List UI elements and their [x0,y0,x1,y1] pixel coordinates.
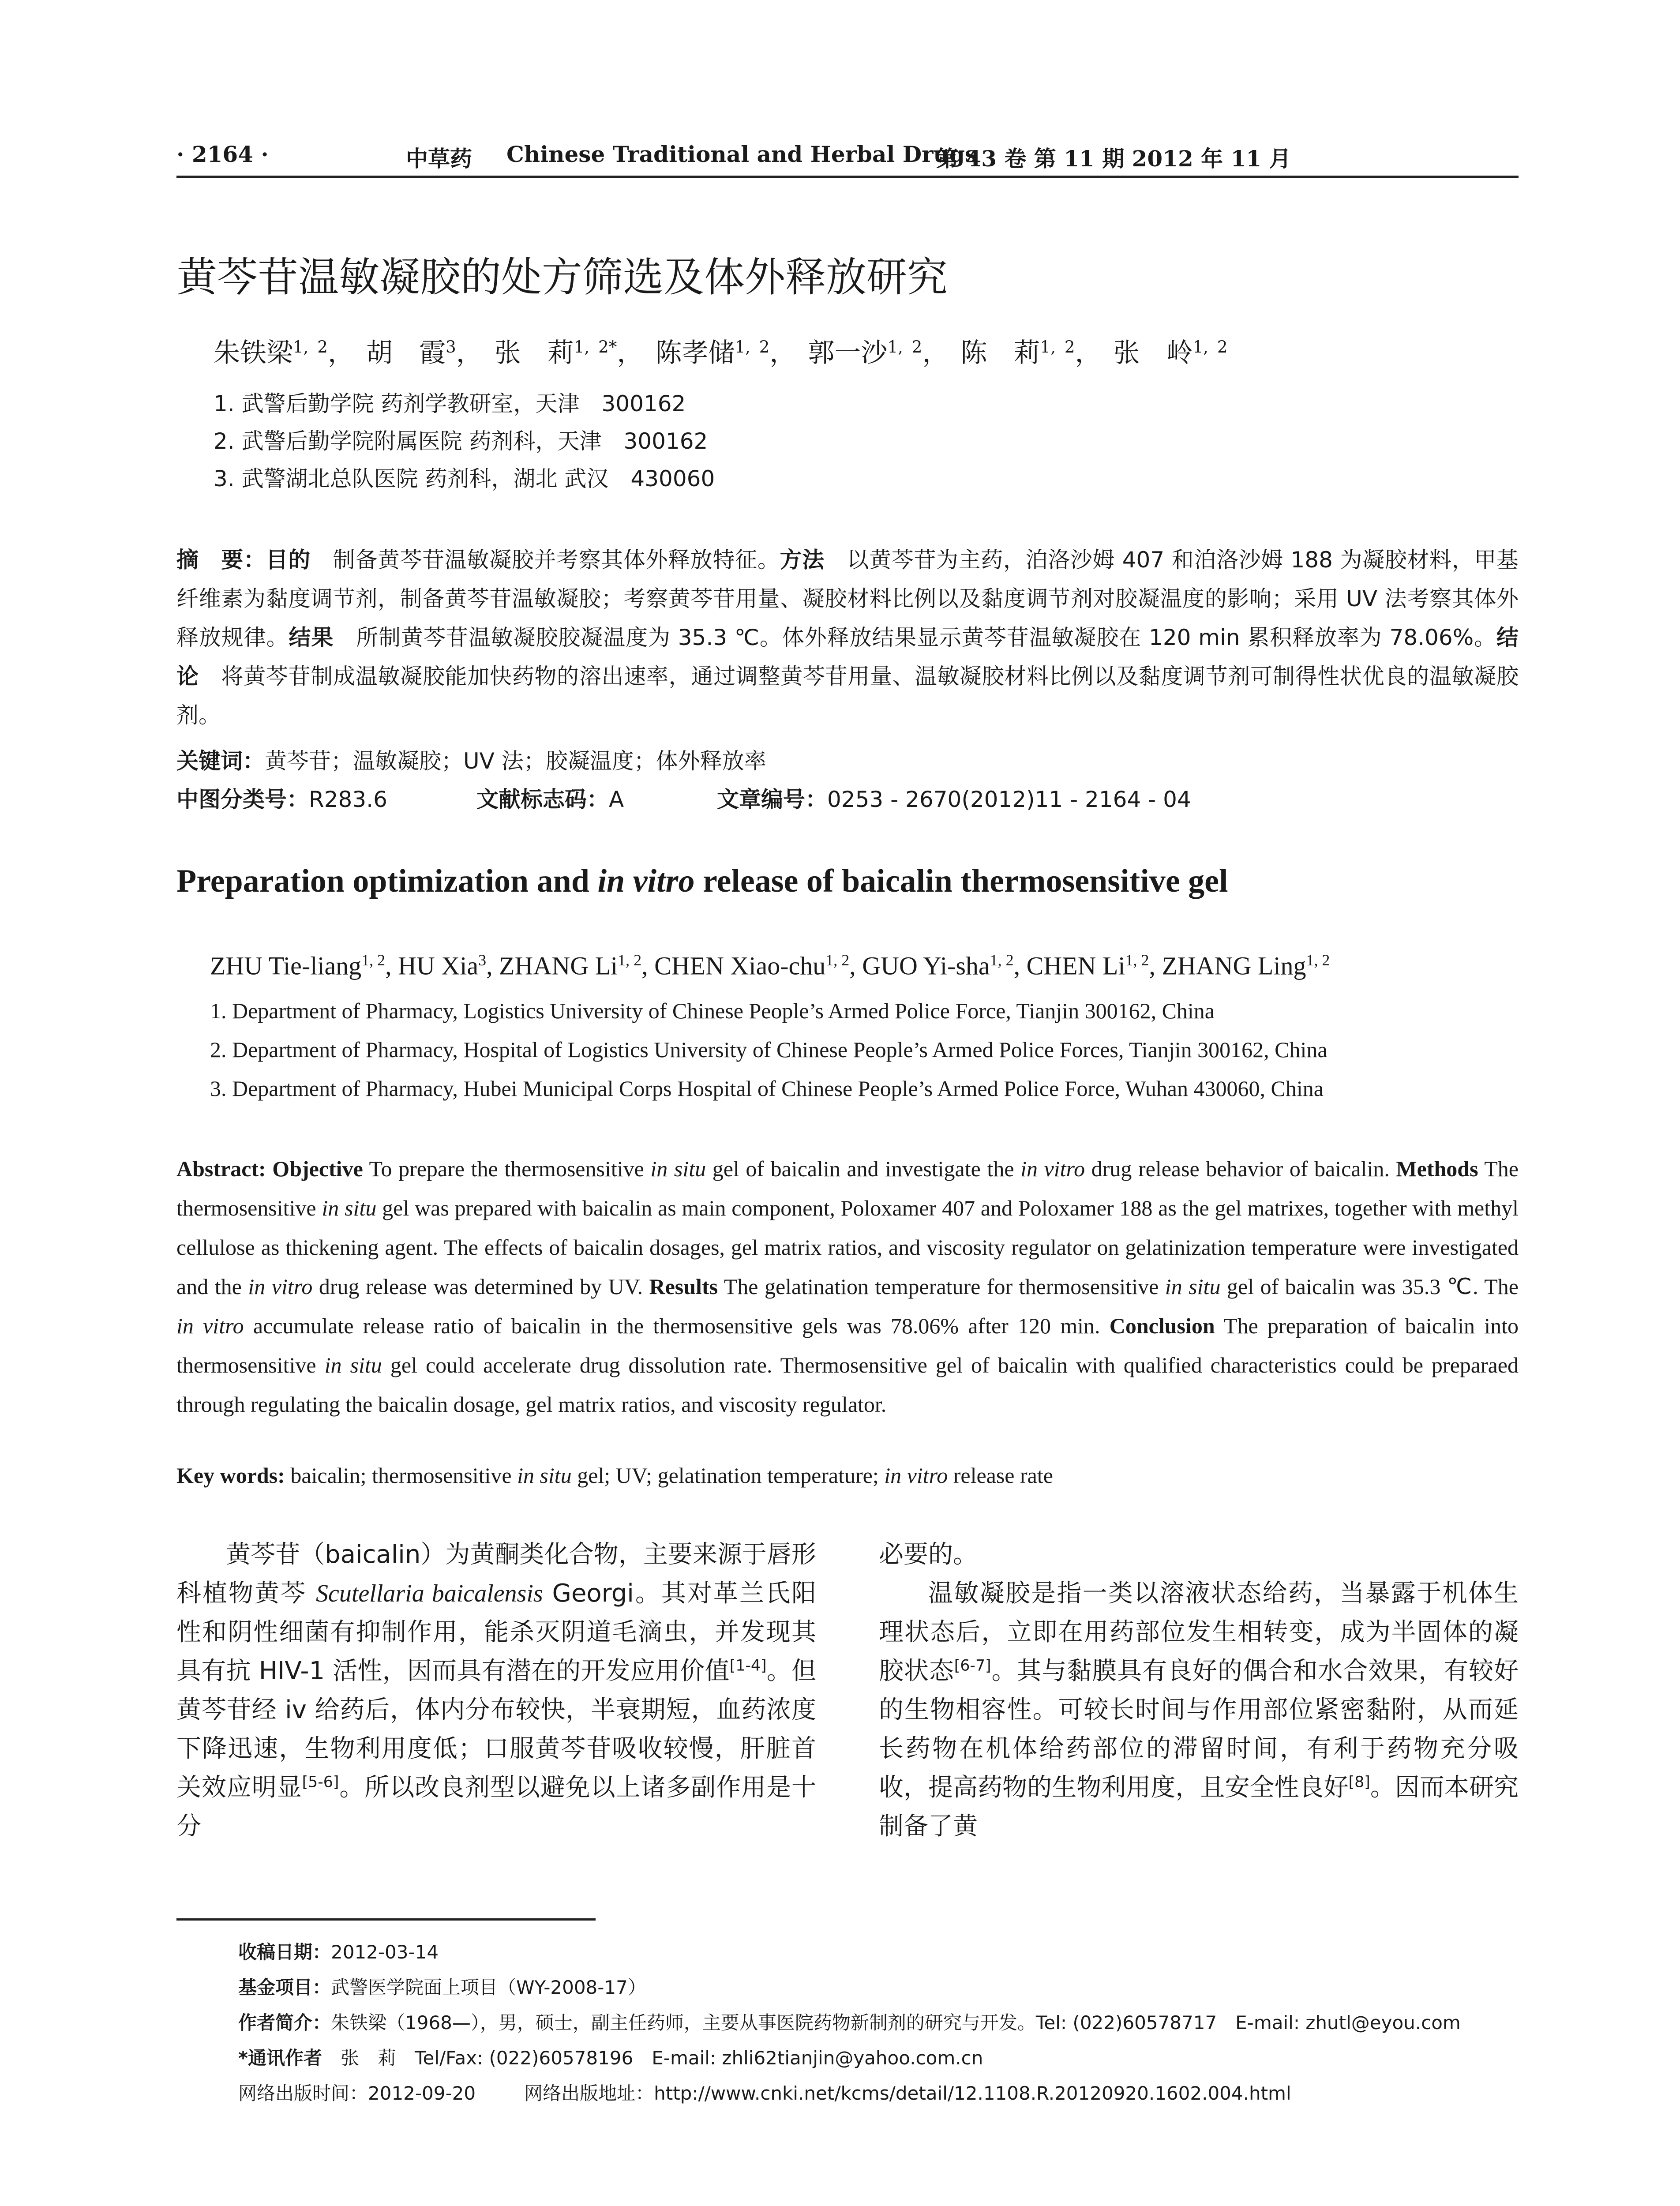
journal-name-cn: 中草药 [406,146,472,172]
author-affiliation-mark: 1, 2 [361,951,386,969]
footnote-divider [176,1918,596,1921]
author-affiliation-mark: 1, 2 [825,951,850,969]
author-name: ZHANG Li [499,951,618,980]
author-name: 张 莉 [494,338,574,368]
keywords-text: 黄芩苷；温敏凝胶；UV 法；胶凝温度；体外释放率 [265,748,766,774]
objective-label: 目的 [266,547,311,573]
clc-label: 中图分类号： [176,787,309,812]
author-affiliation-mark: 3 [478,951,487,969]
abstract-en: Abstract: Objective To prepare the thermosensitive in situ gel of baicalin and investigate the in vitro drug release behavior of baicalin. Methods The thermosensitive in situ gel was prepared with baicalin as main component, Poloxamer 407 and Poloxamer 188 as the gel matrixes, together with methyl cellulose as thickening agent. The effects of baicalin dosages, gel matrix ratios, and viscosity regulator on gelatinization temperature were investigated and the in vitro drug release was determined by UV. Results The gelatination temperature for thermosensitive in situ gel of baicalin was 35.3 ℃. The in vitro accumulate release ratio of baicalin in the thermosensitive gels was 78.06% after 120 min. Conclusion The preparation of baicalin into thermosensitive in situ gel could accelerate drug dissolution rate. Thermosensitive gel of baicalin with qualified characteristics could be preparaed through regulating the baicalin dosage, gel matrix ratios, and viscosity regulator. [176,1156,1519,1417]
conclusion-label: Conclusion [1109,1313,1215,1338]
keywords-en: Key words: baicalin; thermosensitive in situ gel; UV; gelatination temperature; in vitro release rate [176,1463,1053,1488]
online-url-link[interactable]: http://www.cnki.net/kcms/detail/12.1108.R.20120920.1602.004.html [654,2082,1291,2104]
author-name: 朱铁梁 [214,338,293,368]
body-paragraph: 必要的。 [879,1540,978,1569]
author-affiliation-mark: 1, 2 [1125,951,1149,969]
results-text: 所制黄芩苷温敏凝胶胶凝温度为 35.3 ℃。体外释放结果显示黄芩苷温敏凝胶在 120 min 累积释放率为 78.06%。 [334,625,1497,650]
body-column-left [176,1535,816,1846]
conclusion-text: 将黄芩苷制成温敏凝胶能加快药物的溶出速率，通过调整黄芩苷用量、温敏凝胶材料比例以及黏度调节剂可制得性状优良的温敏凝胶剂。 [176,664,1519,728]
author-affiliation-mark: 1, 2 [990,951,1014,969]
author-name: 张 岭 [1113,338,1193,368]
author-affiliation-mark: 3 [446,337,456,356]
paper-title-en: Preparation optimization and in vitro release of baicalin thermosensitive gel [176,863,1228,899]
author-affiliation-mark: 1, 2 [887,337,922,356]
keywords-cn [176,743,766,775]
species-name: Scutellaria baicalensis [315,1580,543,1607]
author-affiliation-mark: 1, 2 [1040,337,1075,356]
article-number: 文章编号：0253 - 2670(2012)11 - 2164 - 04 [717,787,1191,812]
author-name: CHEN Xiao-chu [654,951,826,980]
affiliation-en: 3. Department of Pharmacy, Hubei Municipal Corps Hospital of Chinese People’s Armed Police Force, Wuhan 430060, China [210,1076,1324,1101]
author-affiliation-mark: 1, 2 [1192,337,1228,356]
results-label: Results [649,1274,718,1299]
body-column-right [879,1535,1519,1846]
author-affiliation-mark: 1, 2 [293,337,328,356]
author-name: 陈 莉 [960,338,1040,368]
conclusion-label: 结论 [176,625,1519,689]
doc-label: 文献标志码： [476,787,609,812]
footnote-fund: 基金项目：武警医学院面上项目（WY-2008-17） [238,1977,646,1998]
affiliation-en: 2. Department of Pharmacy, Hospital of Logistics University of Chinese People’s Armed Police Forces, Tianjin 300162, China [210,1037,1328,1062]
footnote-received: 收稿日期：2012-03-14 [238,1941,439,1963]
journal-volume-issue: 第 43 卷 第 11 期 2012 年 11 月 [936,146,1291,172]
abstract-label: 摘 要： [176,547,266,573]
affiliation-cn: 2. 武警后勤学院附属医院 药剂科，天津 300162 [214,428,708,454]
citation: [8] [1348,1773,1370,1791]
author-list-cn: 朱铁梁$^{1, 2}$， 胡 霞$^3$， 张 莉$^{1, 2*}$， 陈孝储$^{1, 2}$， 郭一沙$^{1, 2}$， 陈 莉$^{1, 2}$， 张 岭$^{1, 2}$ [214,337,1228,368]
author-list-en: ZHU Tie-liang$^{1, 2}$, HU Xia$^3$, ZHANG Li$^{1, 2}$, CHEN Xiao-chu$^{1, 2}$, GUO Yi-sha$^{1, 2}$, CHEN Li$^{1, 2}$, ZHANG Ling$^{1, 2}$ [210,951,1330,980]
keywords-label: 关键词： [176,748,265,774]
author-name: CHEN Li [1026,951,1125,980]
author-affiliation-mark: 1, 2* [574,337,617,356]
footnote-corresponding: *通讯作者 张 莉 Tel/Fax: (022)60578196 E-mail: zhli62tianjin@yahoo.com.cn [238,2047,983,2069]
author-name: 胡 霞 [366,338,446,368]
body-paragraph: 黄芩苷（baicalin）为黄酮类化合物，主要来源于唇形科植物黄芩 Scutellaria baicalensis Georgi。其对革兰氏阳性和阴性细菌有抑制作用，能杀灭阴道毛滴虫，并发现其具有抗 HIV-1 活性，因而具有潜在的开发应用价值[1-4]。但黄芩苷经 iv 给药后，体内分布较快，半衰期短，血药浓度下降迅速，生物利用度低；口服黄芩苷吸收较慢，肝脏首关效应明显[5-6]。所以改良剂型以避免以上诸多副作用是十分 [176,1540,817,1841]
methods-text: 以黄芩苷为主药，泊洛沙姆 407 和泊洛沙姆 188 为凝胶材料，甲基纤维素为黏度调节剂，制备黄芩苷温敏凝胶；考察黄芩苷用量、凝胶材料比例以及黏度调节剂对胶凝温度的影响；采用 UV 法考察其体外释放规律。 [176,547,1519,650]
citation: [6-7] [954,1657,991,1675]
clc-number: 中图分类号：R283.6 [176,787,387,812]
citation: [1-4] [729,1657,767,1675]
body-paragraph: 温敏凝胶是指一类以溶液状态给药，当暴露于机体生理状态后，立即在用药部位发生相转变，成为半固体的凝胶状态[6-7]。其与黏膜具有良好的偶合和水合效果，有较好的生物相容性。可较长时间与作用部位紧密黏附，从而延长药物在机体给药部位的滞留时间，有利于药物充分吸收，提高药物的生物利用度，且安全性良好[8]。因而本研究制备了黄 [879,1579,1519,1841]
author-name: 郭一沙 [808,338,888,368]
classification-meta [176,782,1519,813]
author-name: 陈孝储 [655,338,735,368]
author-name: GUO Yi-sha [862,951,990,980]
affiliation-cn: 3. 武警湖北总队医院 药剂科，湖北 武汉 430060 [214,466,715,491]
methods-label: Methods [1396,1156,1478,1181]
affiliation-en: 1. Department of Pharmacy, Logistics University of Chinese People’s Armed Police Force, Tianjin 300162, China [210,998,1215,1023]
results-label: 结果 [289,625,334,650]
footnote-author: 作者简介：朱铁梁（1968—），男，硕士，副主任药师，主要从事医院药物新制剂的研究与开发。Tel: (022)60578717 E-mail: zhutl@eyou.com [238,2012,1461,2033]
paper-title-cn: 黄芩苷温敏凝胶的处方筛选及体外释放研究 [176,254,948,301]
author-name: ZHU Tie-liang [210,951,362,980]
document-code: 文献标志码：A [476,787,624,812]
page-number: · 2164 · [176,141,269,167]
author-affiliation-mark: 1, 2 [1306,951,1330,969]
footnote-online: 网络出版时间：2012-09-20 网络出版地址：http://www.cnki.net/kcms/detail/12.1108.R.20120920.1602.004.html [238,2082,1291,2104]
objective-text: 制备黄芩苷温敏凝胶并考察其体外释放特征。 [310,547,780,573]
abstract-cn [176,540,1519,735]
journal-name-en: Chinese Traditional and Herbal Drugs [506,141,977,167]
keywords-label: Key words: [176,1463,285,1488]
article-label: 文章编号： [717,787,827,812]
running-header [176,140,1519,178]
citation: [5-6] [302,1773,339,1791]
author-affiliation-mark: 1, 2 [735,337,770,356]
affiliation-cn: 1. 武警后勤学院 药剂学教研室，天津 300162 [214,391,686,416]
abstract-objective-label: Abstract: Objective [176,1156,363,1181]
author-name: ZHANG Ling [1162,951,1306,980]
methods-label: 方法 [780,547,825,573]
author-name: HU Xia [398,951,479,980]
author-affiliation-mark: 1, 2 [618,951,642,969]
